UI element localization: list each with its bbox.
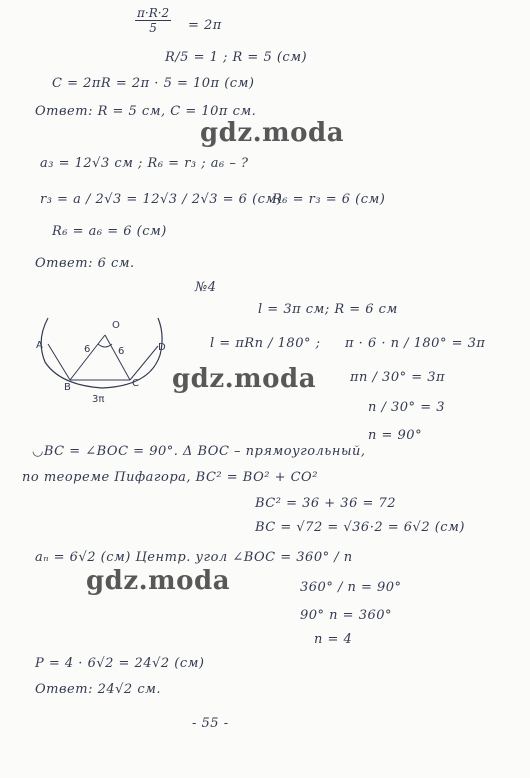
label-o: O	[112, 320, 120, 331]
radius-oc	[105, 335, 130, 380]
label-d: D	[158, 342, 166, 353]
line-given: l = 3π см; R = 6 см	[258, 302, 398, 317]
line-r6-r3: R₆ = r₃ = 6 (см)	[272, 192, 386, 207]
label-b: B	[64, 382, 71, 393]
line-a3: a₃ = 12√3 см ; R₆ = r₃ ; a₆ – ?	[40, 156, 249, 171]
chord-cd	[130, 346, 158, 380]
radius-ob	[70, 335, 105, 380]
line-r6-a6: R₆ = a₆ = 6 (см)	[52, 224, 167, 239]
chord-ab	[48, 344, 70, 380]
fraction-numerator: π·R·2	[137, 6, 170, 20]
fraction-denominator: 5	[149, 21, 157, 35]
line-equals-2pi: = 2π	[188, 18, 222, 33]
label-a: A	[36, 340, 43, 351]
page-number: - 55 -	[192, 716, 229, 731]
line-n4: n = 4	[314, 632, 353, 647]
problem-number: №4	[195, 280, 217, 295]
line-an-central: aₙ = 6√2 (см) Центр. угол ∠BOC = 360° / n	[35, 550, 353, 565]
line-bc-value: BC = √72 = √36·2 = 6√2 (см)	[255, 520, 465, 535]
line-arc-formula: l = πRn / 180° ;	[210, 336, 321, 351]
label-c: C	[132, 378, 139, 389]
fraction-pi-r-2-over-5	[135, 6, 171, 35]
watermark-3: gdz.moda	[86, 566, 231, 596]
answer-1: Ответ: R = 5 см, C = 10π см.	[35, 104, 257, 119]
line-n-30: n / 30° = 3	[368, 400, 445, 415]
line-360-n: 360° / n = 90°	[300, 580, 402, 595]
watermark-1: gdz.moda	[200, 118, 345, 148]
circle-arc	[41, 318, 162, 388]
line-bc-squared: BC² = 36 + 36 = 72	[255, 496, 397, 511]
line-angle-bc: ◡BC = ∠BOC = 90°. Δ BOC – прямоугольный,	[32, 444, 366, 459]
line-pythagoras: по теореме Пифагора, BC² = BO² + CO²	[22, 470, 318, 485]
line-r-over-5: R/5 = 1 ; R = 5 (см)	[165, 50, 308, 65]
line-90n: 90° n = 360°	[300, 608, 393, 623]
line-perimeter: P = 4 · 6√2 = 24√2 (см)	[35, 656, 205, 671]
answer-2: Ответ: 6 см.	[35, 256, 135, 271]
answer-3: Ответ: 24√2 см.	[35, 682, 162, 697]
circle-figure	[30, 300, 180, 410]
watermark-2: gdz.moda	[172, 364, 317, 394]
label-six-left: 6	[84, 344, 91, 355]
label-six-right: 6	[118, 346, 125, 357]
line-r3: r₃ = a / 2√3 = 12√3 / 2√3 = 6 (см)	[40, 192, 283, 207]
line-pin-30: πn / 30° = 3π	[350, 370, 446, 385]
line-n-90: n = 90°	[368, 428, 423, 443]
line-arc-substitute: π · 6 · n / 180° = 3π	[345, 336, 486, 351]
line-circumference: C = 2πR = 2π · 5 = 10π (см)	[52, 76, 255, 91]
label-arc: 3π	[92, 394, 105, 405]
